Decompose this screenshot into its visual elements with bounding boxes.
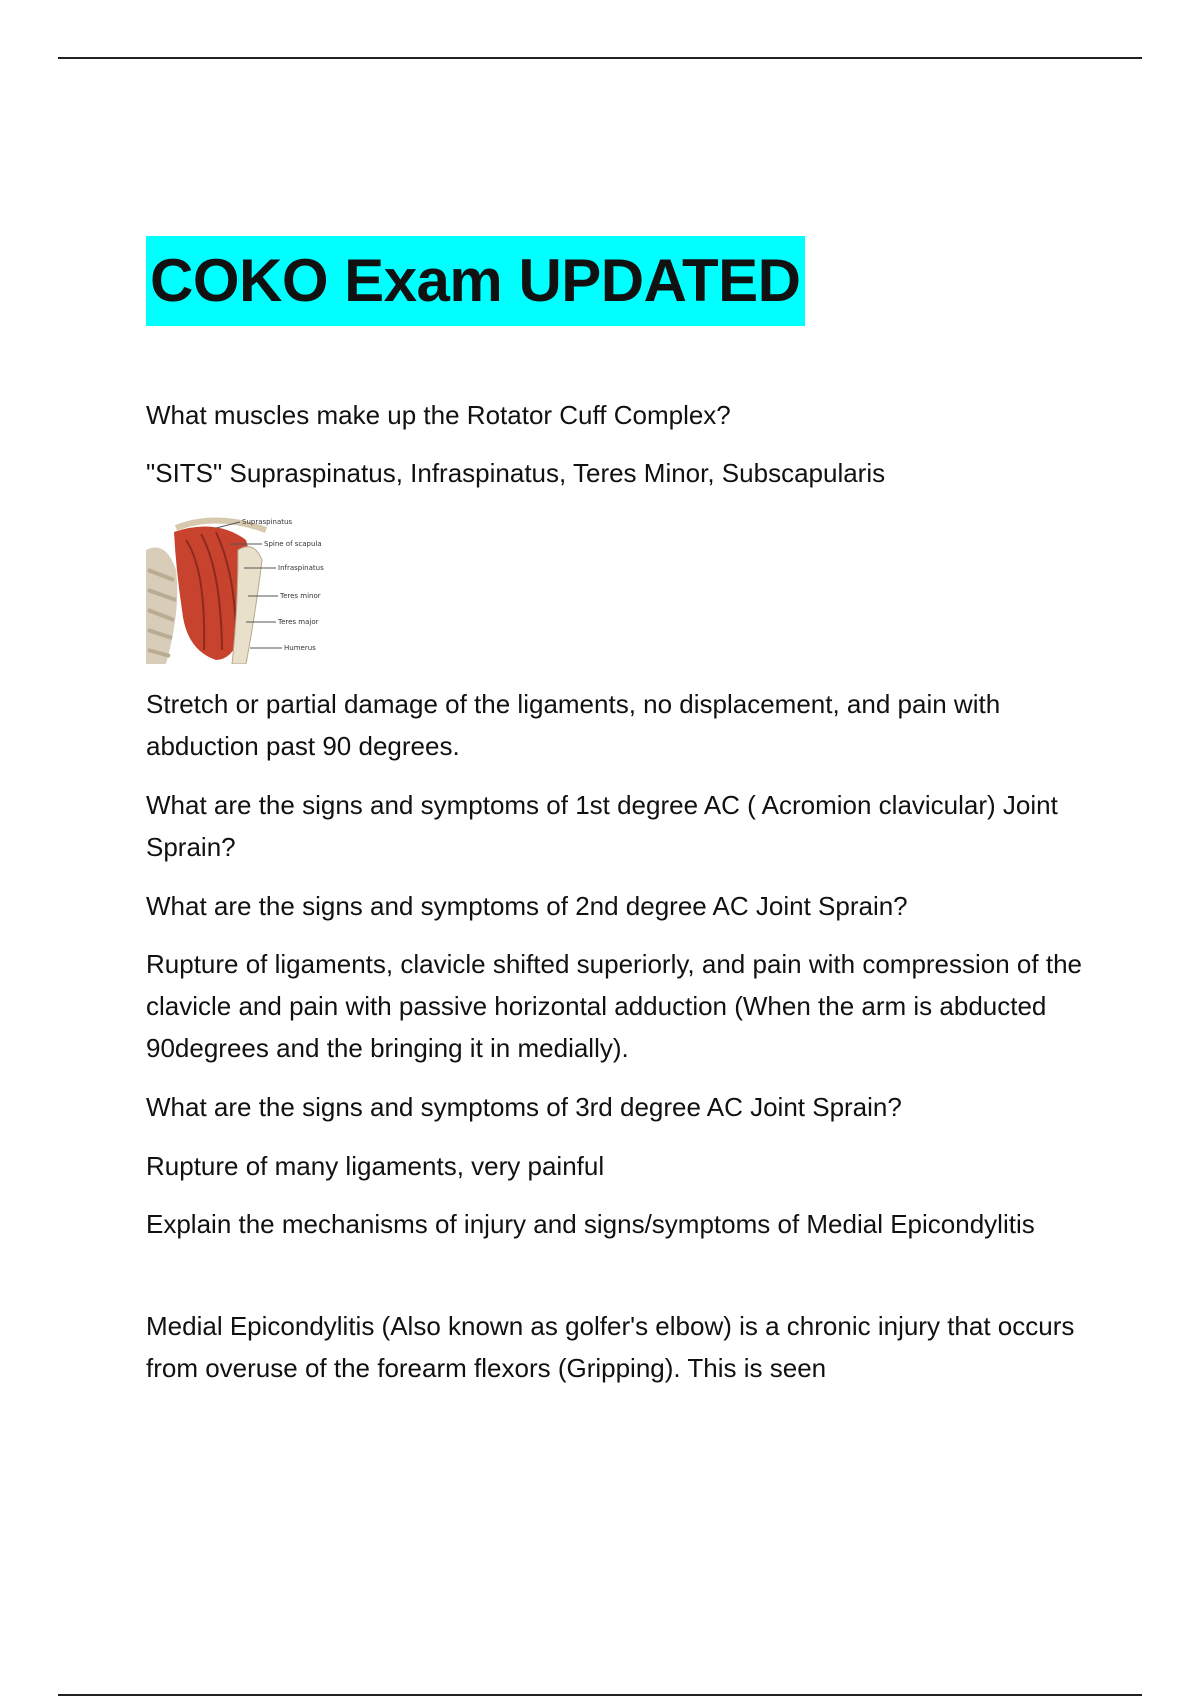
- paragraph-1: What muscles make up the Rotator Cuff Complex?: [146, 400, 731, 430]
- paragraph-3: Stretch or partial damage of the ligaments, no displacement, and pain with abduction past 90 degrees.: [146, 689, 1001, 761]
- figure-label-infraspinatus: Infraspinatus: [278, 564, 324, 572]
- paragraph-4: What are the signs and symptoms of 1st degree AC ( Acromion clavicular) Joint Sprain?: [146, 790, 1058, 862]
- top-rule: [58, 57, 1142, 59]
- figure-label-spine-of-scapula: Spine of scapula: [264, 540, 322, 548]
- figure-label-teres-minor: Teres minor: [280, 592, 321, 600]
- paragraph-5: What are the signs and symptoms of 2nd degree AC Joint Sprain?: [146, 891, 908, 921]
- paragraph-8: Rupture of many ligaments, very painful: [146, 1151, 605, 1181]
- rotator-cuff-figure: [146, 510, 328, 664]
- figure-label-humerus: Humerus: [284, 644, 316, 652]
- paragraph-6: Rupture of ligaments, clavicle shifted superiorly, and pain with compression of the clavicle and pain with passive horizontal adduction (When the arm is abducted 90degrees and the bringing it in medially).: [146, 949, 1082, 1063]
- document-title: COKO Exam UPDATED: [146, 236, 805, 326]
- paragraph-2: "SITS" Supraspinatus, Infraspinatus, Teres Minor, Subscapularis: [146, 458, 886, 488]
- paragraph-10: Medial Epicondylitis (Also known as golfer's elbow) is a chronic injury that occurs from overuse of the forearm flexors (Gripping). This is seen: [146, 1311, 1075, 1383]
- paragraph-7: What are the signs and symptoms of 3rd degree AC Joint Sprain?: [146, 1092, 902, 1122]
- bottom-rule: [58, 1694, 1142, 1696]
- figure-label-supraspinatus: Supraspinatus: [242, 518, 293, 526]
- paragraph-9: Explain the mechanisms of injury and signs/symptoms of Medial Epicondylitis: [146, 1209, 1035, 1239]
- figure-label-teres-major: Teres major: [278, 618, 319, 626]
